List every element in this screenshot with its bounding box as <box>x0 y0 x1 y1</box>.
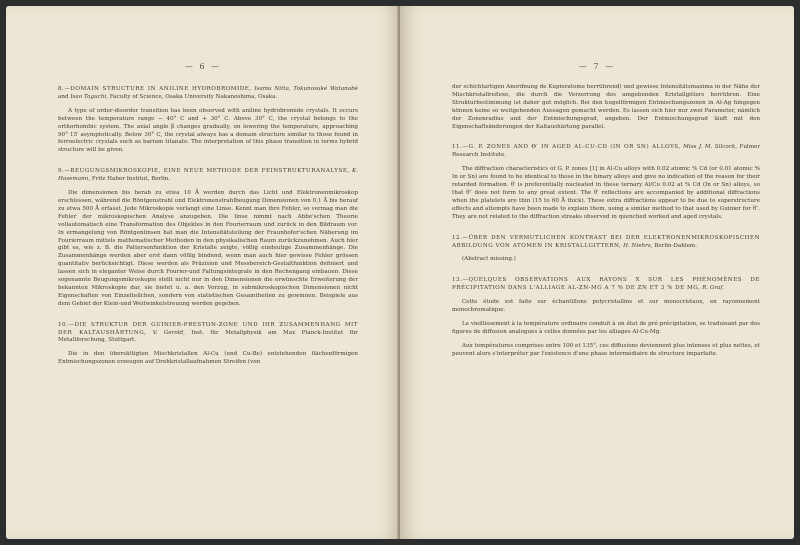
abstract-title: 12.—ÜBER DEN VERMUTLICHEN KONTRAST BEI DER ELEKTRONENMIKROSKOPISCHEN ABBILDUNG VON ATOMEN IN KRISTALLGITTERN, <box>452 234 760 249</box>
continuation-paragraph: der schichtartigen Anordnung de Kupieratome herrührend) und gewisse Intensitätsmaxima in der Nähe der Mischkristallreflexe, die durch die Verzerrung des umgebenden Kristallgitters herrühren. Eine Strukturbestimmung ist daher gut möglich. Bei den kugelförmigen Entmischungszonen in Al-Ag hingegen können keine so weitgehenden Aussagen gemacht werden. Es lassen sich hier nur zwei Parameter, nämlich der Zonenradius und der Entmischungsgrad, angeben. Der Entmischungsgrad läuft mit den Eigenschaftsänderungen der Kaltaushärtung parallel. <box>452 84 760 130</box>
abstract-body: Die in den übersättigten Mischkristallen Al-Cu (und Cu-Be) entstehenden flächenförmigen Entmischungszonen erzeugen auf Drehkristallaufnahmen Streifen (von <box>58 351 358 366</box>
left-page <box>6 6 400 539</box>
abstract-body: Die dimensionen bis herab zu etwa 10 Å werden durch das Licht und Elektronenmikroskop erschlossen, während die Röntgenstrahl und Elektronenstrahlbeugung Dimensionen von 0,1 Å bis herauf zu etwa 500 Å erfasst. Jede Mikroskopie verlangt eine Linse. Kennt man ihre Fehler, so vermag man die Fehler der mikroskopischen Analyse anzugeben. Die linse nimmt nach Abbe'schen Theorie vollautomatisch eine Transformation des Objektes in den Fourierraum und zurück in den Bildraum vor. In ermangelung von Röntgenlinsen hat man die Intensitätsteilung der Fraunhofer'schen Näherung im Fourierraum mittels mathematischer Methoden in den physikalischen Raum zurückzunehmen. Auch hier gibt es, wie z. B. die Pattersonfunktion der Kristalle zeigte, völlig eindeutige Zusammenhänge. Die Zusammenhänge werden aber erst dann völlig bindend, wenn man auch hier gewisse Fehler grössen quantitativ berücksichtigt. Diese werden als Präzision und Messbereich-Gestaltfunktion definiert und lassen sich in eleganter Weise durch Fourier-und Faltungsintegrale in den Rechengang einbauen. Diese sogenannte Beugungsmikroskopie stellt nicht nur in den Dimensionen die erwünschte Erweiterung der bekannten Mikroskopie dar, sie bietet u. a. den Vorzug, in submikroskopischen Dimensionen nicht Eigenschaften von Einzelteilchen, sondern von statistischen Gesamtheiten zu gewinnen. Beispiele aus dem Gebiet der Klein-und Weitwinkelstreuung werden gegeben. <box>58 190 358 307</box>
abstract-body: Cette étude est faite sur échantillons polycristallins et sur monocristaux, en rayonnement monochromatique. <box>452 299 760 314</box>
abstract-9 <box>58 168 358 308</box>
abstract-body: (Abstract missing.) <box>462 256 516 263</box>
abstract-title: 8.—DOMAIN STRUCTURE IN ANILINE HYDROBROMIDE, <box>58 86 252 92</box>
abstract-13 <box>452 277 760 358</box>
author-conjunction: and <box>58 93 69 100</box>
abstract-authors: R. Graf. <box>702 285 724 292</box>
abstract-author-2: Isao Taguchi, <box>70 93 108 100</box>
abstract-affiliation: Inst. für Metallphysik am Max Planck-Institut für Metallforschung, Stuttgart. <box>58 329 358 344</box>
abstract-title: 11.—G. P. ZONES AND Θ′ IN AGED AL-CU-CD (IN OR SN) ALLOYS, <box>452 144 681 151</box>
abstract-body-3: Aux températures comprises entre 100 et 135°, ces diffusions deviennent plus intenses et plus nettes, et peuvent alors s'interpréter par l'existence d'une phase intermédiaire de structure imparfaite. <box>452 342 760 357</box>
page-number: — 6 — <box>184 62 222 71</box>
right-page <box>400 6 794 539</box>
abstract-12 <box>452 235 760 265</box>
abstract-body: The diffraction characteristics of G. P. zones [1] in Al-Cu alloys with 0.02 atomic % Cd (or 0.01 atomic % In or Sn) are found to be identical to those in the binary alloys and give no indication of the reason for their retarded formation. θ′ is preferentially nucleated in these ternary Al/Cu 0.02 at % Cd (In or Sn) alloys, so that θ″ does not form to any great extent. The θ′ reflections are accompanied by additional diffractions when the platelets are thin (15 to 60 Å thick). These extra diffractions appear to be due to superstructure effects and attempts have been made to explain them, using a similar method to that used by Guinier for θ″. They are not related to the diffraction streaks observed in quenched worked and aged crystals. <box>452 166 760 220</box>
abstract-affiliation: Fulmer Research Institute. <box>452 144 761 159</box>
page-content <box>452 84 760 372</box>
abstract-affiliation: Berlin-Dahlem. <box>654 242 698 249</box>
abstract-10 <box>58 322 358 368</box>
abstract-body: A type of order-disorder transition has been observed with aniline hydrobromide crystals. It occurs between the temperature range − 40° C and + 30° C. Above 30° C, the crystal belongs to the orthorhombic system. The axial angle β changes gradually, on lowering the temperature, approaching 90° 15′ asymptotically. Below 30° C, the crystal always has a domain structure similar to those found in ferroelectric crystals such as barium titanate. The interpretation of this phase transition in terms hybrid structure will be given. <box>58 107 358 154</box>
abstract-affiliation: Fritz Haber Institut, Berlin. <box>91 176 171 183</box>
abstract-11 <box>452 144 760 221</box>
page-number: — 7 — <box>578 62 616 71</box>
abstract-authors: V. Gerold, <box>152 329 185 336</box>
abstract-title: 13.—QUELQUES OBSERVATIONS AUX RAYONS X SUR LES PHÉNOMÈNES DE PRÉCIPITATION DANS L'ALLIAGE AL-ZN-MG A 7 % DE ZN ET 3 % DE MG, <box>452 277 760 292</box>
abstract-affiliation: Faculty of Science, Osaka University Nakanoshima, Osaka. <box>109 93 278 100</box>
continued-text <box>452 84 760 131</box>
abstract-title: 9.—BEUGUNGSMIKROSKOPIE, EINE NEUE METHODE DER FEINSTRUKTURANALYSE, <box>58 168 350 175</box>
page-content <box>58 86 358 380</box>
abstract-authors: H. Niehrs, <box>623 242 653 249</box>
open-book <box>6 6 794 539</box>
abstract-authors: Isamu Nitta, Tokunosuké Watanabé <box>254 86 358 92</box>
abstract-body-2: Le vieillissement à la température ordinaire conduit à un état de pré-précipitation, se traduisant par des figures de diffusion analogues à celles données par les alliages Al-Cu-Mg. <box>452 320 760 335</box>
abstract-authors: K. Hosemann, <box>58 168 359 183</box>
abstract-8 <box>58 86 358 155</box>
abstract-authors: Miss J. M. Silcock, <box>683 144 738 151</box>
abstract-title: 10.—DIE STRUKTUR DER GUINIER-PRESTON-ZONE UND IHR ZUSAMMENHANG MIT DER KALTAUSHÄRTUNG, <box>58 321 358 336</box>
